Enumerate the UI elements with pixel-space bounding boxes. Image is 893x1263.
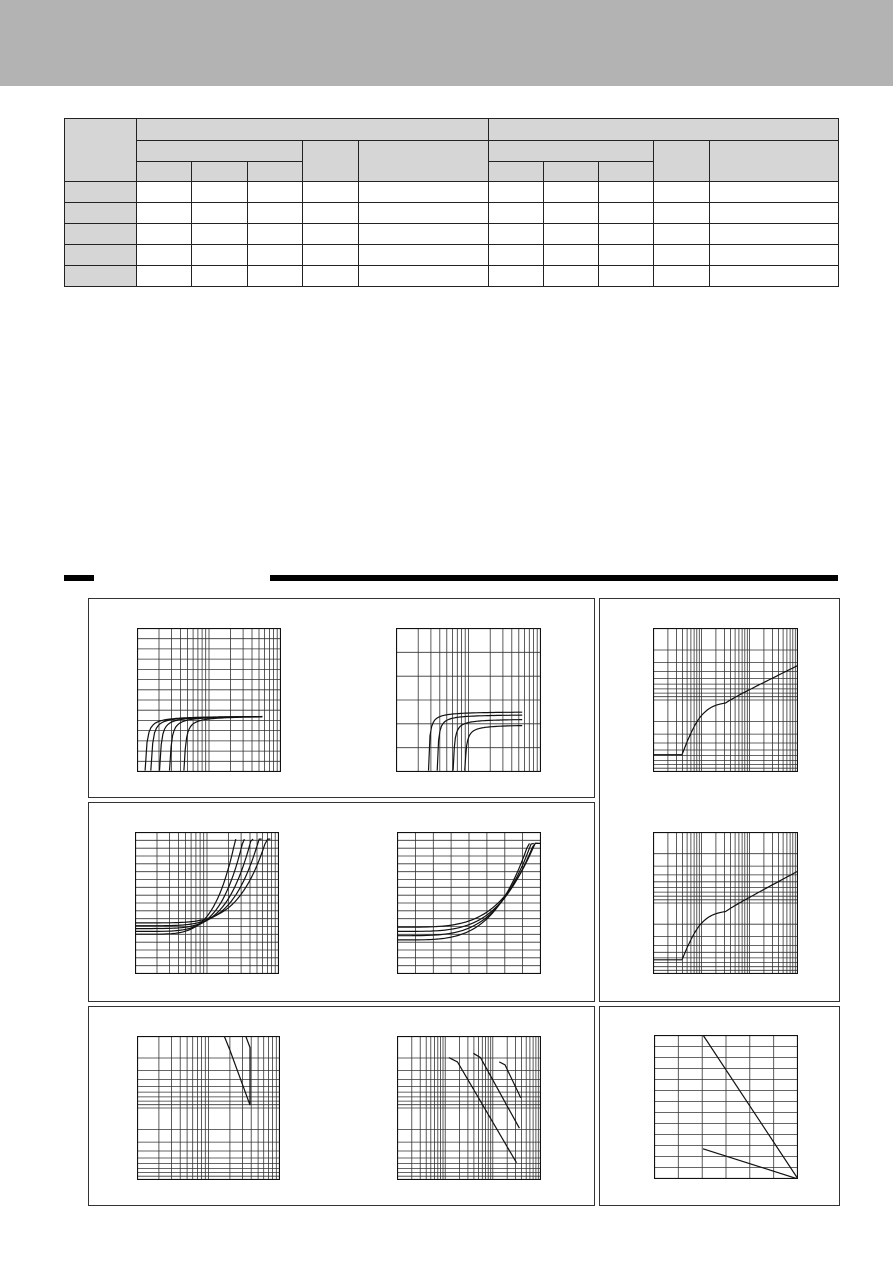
table-cell [359,245,489,266]
table-cell [654,224,710,245]
data-curve [653,871,798,960]
table-subheader [654,141,710,182]
table-cell [489,203,544,224]
table-cell [654,245,710,266]
table-cell [654,182,710,203]
table-row [65,203,839,224]
table-cell [303,224,359,245]
table-cell [710,245,839,266]
table-cell [303,266,359,287]
table-subheader [489,141,654,162]
table-cell [359,203,489,224]
table-row [65,224,839,245]
section-rule-right [270,575,838,581]
table-row-header [65,224,137,245]
table-cell [489,182,544,203]
table-cell [137,182,192,203]
table-cell [359,266,489,287]
table-cell [544,266,599,287]
table-cell [654,203,710,224]
table-subheader [248,162,303,182]
table-row-header [65,266,137,287]
table-subheader [489,162,544,182]
data-curve [499,1062,521,1098]
chart-c7 [137,1036,280,1180]
table-cell [489,245,544,266]
header-band [0,0,893,86]
chart-c8 [397,1036,541,1180]
table-cell [359,182,489,203]
table-cell [544,182,599,203]
table-row-header [65,182,137,203]
table-cell [303,182,359,203]
chart-c2 [396,628,541,772]
table-cell [137,203,192,224]
table-cell [544,224,599,245]
table-cell [544,203,599,224]
spec-table [64,118,839,287]
chart-c3 [653,628,798,772]
data-curve [135,839,244,931]
data-curve [135,839,262,926]
table-cell [489,266,544,287]
table-cell [137,224,192,245]
table-cell [192,245,248,266]
table-cell [137,266,192,287]
chart-c1 [137,628,281,772]
data-curve [135,839,253,929]
table-subheader [137,162,192,182]
table-row-header [65,203,137,224]
table-cell [192,182,248,203]
table-cell [710,224,839,245]
data-curve [145,717,262,771]
table-corner-header [65,119,137,182]
table-group-header-right [489,119,839,141]
chart-c9 [654,1035,798,1179]
table-cell [303,203,359,224]
table-cell [599,182,654,203]
table-cell [599,224,654,245]
table-cell [599,245,654,266]
table-row-header [65,245,137,266]
table-cell [248,203,303,224]
table-cell [192,224,248,245]
table-subheader [192,162,248,182]
section-rule-left [64,575,94,581]
spec-table-body [65,182,839,287]
data-curve [160,717,263,771]
table-subheader [303,141,359,182]
table-row [65,266,839,287]
table-cell [248,245,303,266]
table-subheader [137,141,303,162]
table-subheader [599,162,654,182]
table-cell [710,203,839,224]
table-cell [359,224,489,245]
table-row [65,182,839,203]
table-cell [710,266,839,287]
table-cell [192,266,248,287]
table-subheader [710,141,839,182]
table-cell [489,224,544,245]
table-cell [710,182,839,203]
table-cell [544,245,599,266]
table-cell [137,245,192,266]
chart-c5 [397,832,541,974]
table-cell [599,266,654,287]
data-curve [184,717,262,771]
table-row [65,245,839,266]
table-subheader [359,141,489,182]
data-curve [703,1035,798,1179]
data-curve [473,1053,519,1128]
data-curve [170,717,263,771]
data-curve [703,1149,798,1179]
table-cell [303,245,359,266]
table-cell [248,224,303,245]
table-cell [248,182,303,203]
table-cell [599,203,654,224]
chart-c6 [653,832,798,974]
table-group-header-left [137,119,489,141]
table-cell [654,266,710,287]
table-cell [248,266,303,287]
table-subheader [544,162,599,182]
chart-c4 [135,832,279,974]
table-cell [192,203,248,224]
